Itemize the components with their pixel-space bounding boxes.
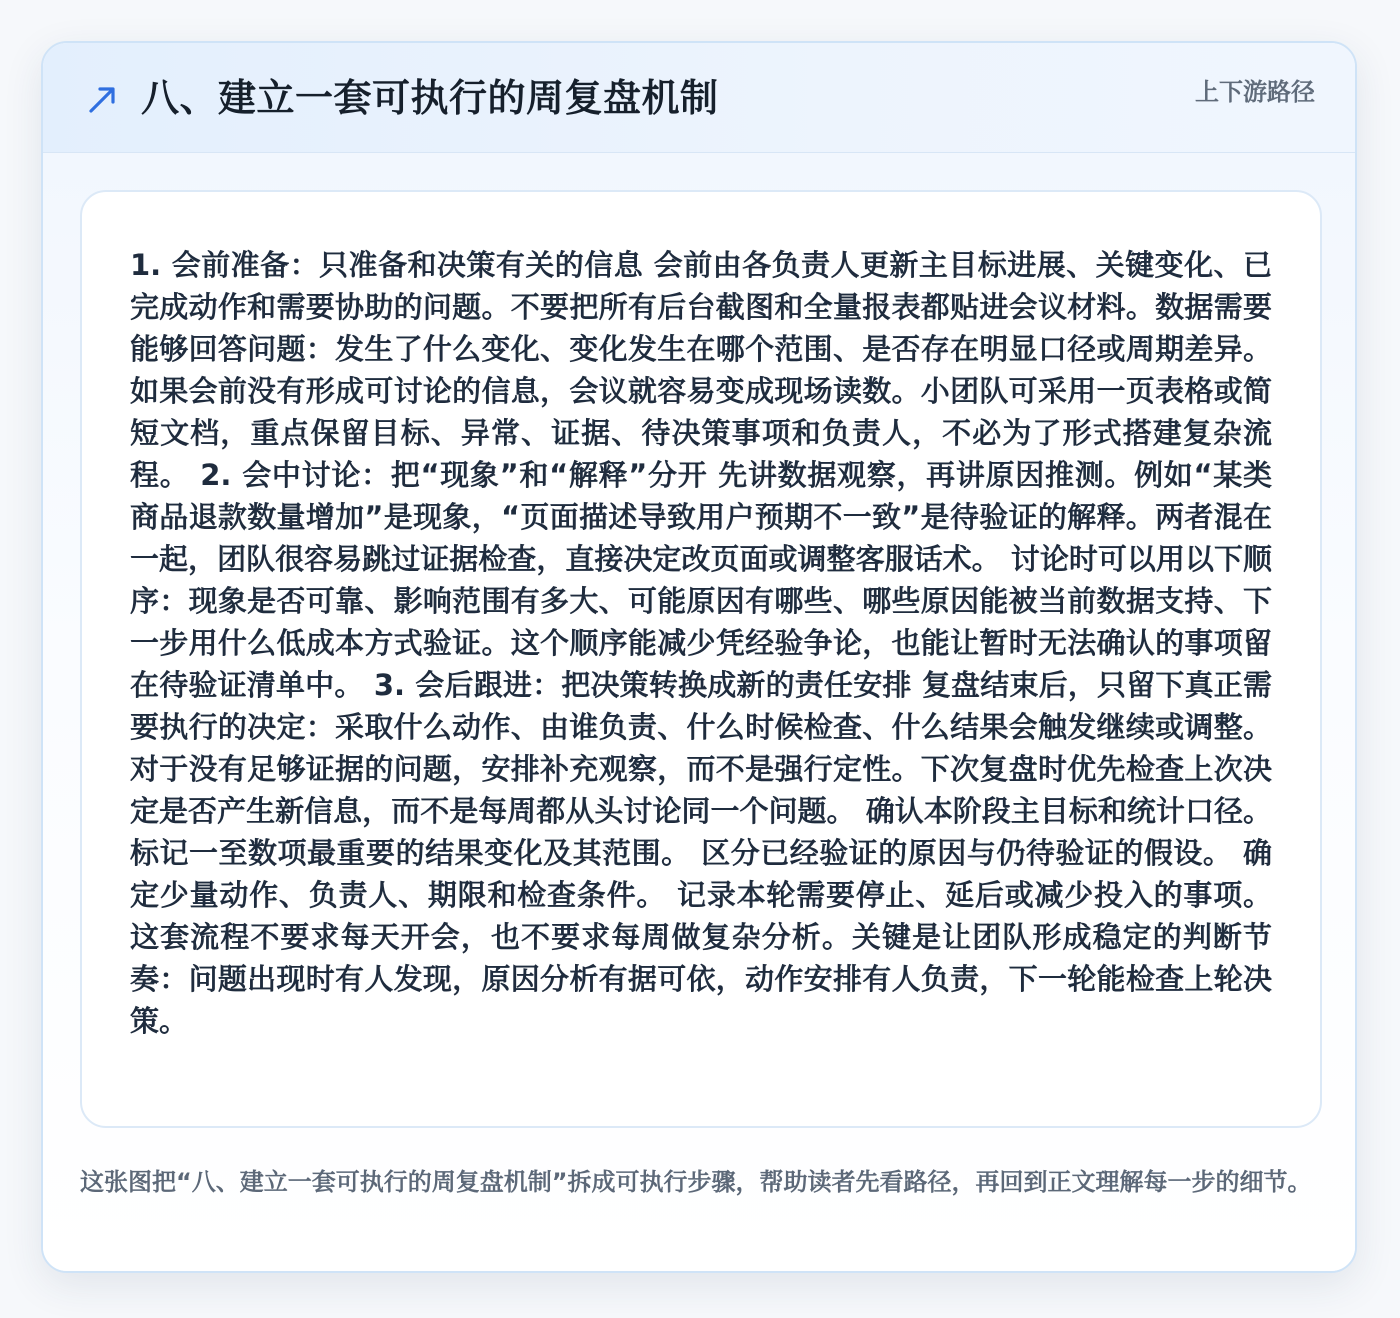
trend-arrow-icon <box>85 81 121 117</box>
figure-caption: 这张图把“八、建立一套可执行的周复盘机制”拆成可执行步骤，帮助读者先看路径，再回到正文理解每一步的细节。 <box>80 1168 1312 1196</box>
body-paragraph: 1. 会前准备：只准备和决策有关的信息 会前由各负责人更新主目标进展、关键变化、已完成动作和需要协助的问题。不要把所有后台截图和全量报表都贴进会议材料。数据需要能够回答问题：发生了什么变化、变化发生在哪个范围、是否存在明显口径或周期差异。 如果会前没有形成可讨论的信息，会议就容易变成现场读数。小团队可采用一页表格或简短文档，重点保留目标、异常、证据、待决策事项和负责人，不必为了形式搭建复杂流程。 2. 会中讨论：把“现象”和“解释”分开 先讲数据观察，再讲原因推测。例如“某类商品退款数量增加”是现象，“页面描述导致用户预期不一致”是待验证的解释。两者混在一起，团队很容易跳过证据检查，直接决定改页面或调整客服话术。 讨论时可以用以下顺序：现象是否可靠、影响范围有多大、可能原因有哪些、哪些原因能被当前数据支持、下一步用什么低成本方式验证。这个顺序能减少凭经验争论，也能让暂时无法确认的事项留在待验证清单中。 3. 会后跟进：把决策转换成新的责任安排 复盘结束后，只留下真正需要执行的决定：采取什么动作、由谁负责、什么时候检查、什么结果会触发继续或调整。对于没有足够证据的问题，安排补充观察，而不是强行定性。下次复盘时优先检查上次决定是否产生新信息，而不是每周都从头讨论同一个问题。 确认本阶段主目标和统计口径。 标记一至数项最重要的结果变化及其范围。 区分已经验证的原因与仍待验证的假设。 确定少量动作、负责人、期限和检查条件。 记录本轮需要停止、延后或减少投入的事项。 这套流程不要求每天开会，也不要求每周做复杂分析。关键是让团队形成稳定的判断节奏：问题出现时有人发现，原因分析有据可依，动作安排有人负责，下一轮能检查上轮决策。 <box>130 248 1272 1038</box>
page-title: 八、建立一套可执行的周复盘机制 <box>141 76 719 120</box>
content-panel <box>80 190 1322 1128</box>
section-tag: 上下游路径 <box>1195 78 1315 106</box>
card-body <box>43 153 1355 1271</box>
card-header <box>43 43 1355 153</box>
article-card <box>41 41 1357 1273</box>
